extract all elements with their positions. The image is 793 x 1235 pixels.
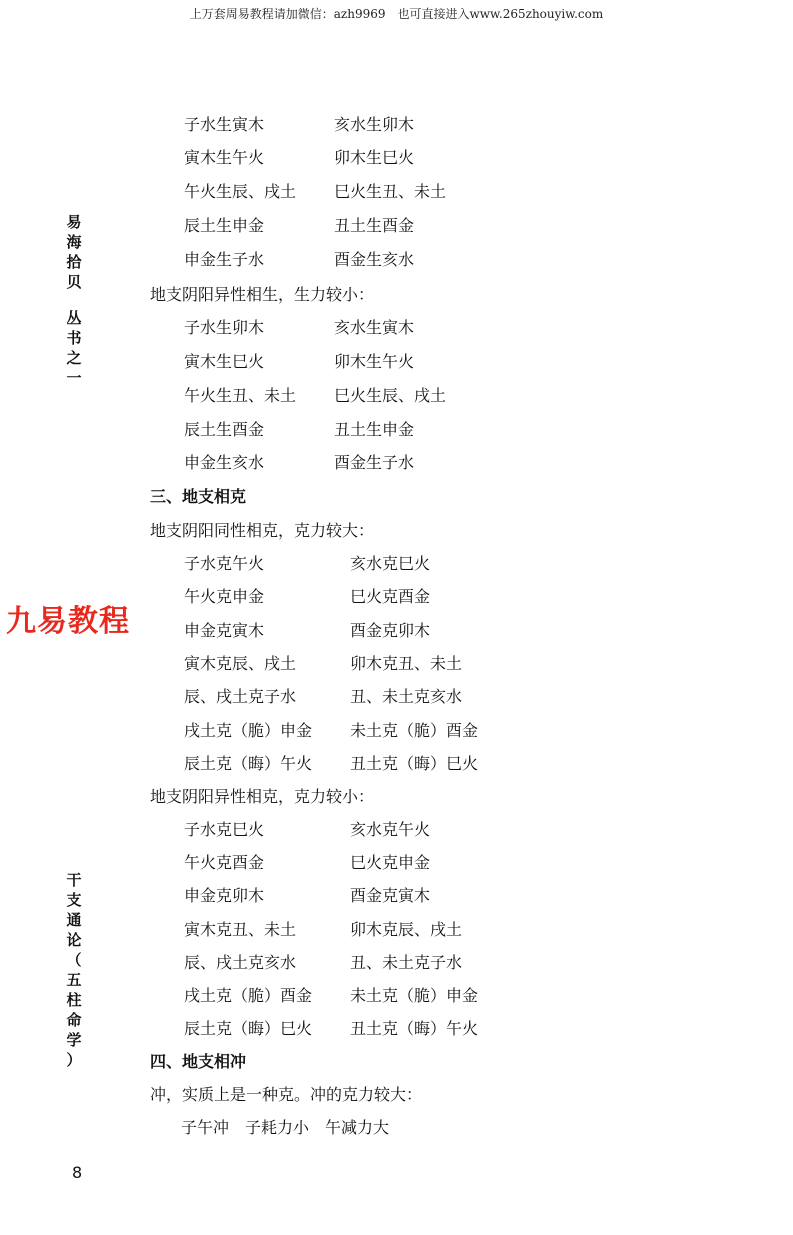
pair-right: 丑土克（晦）午火 <box>350 1019 479 1038</box>
pair-right: 丑土生申金 <box>334 420 415 439</box>
page-number: 8 <box>72 1163 83 1182</box>
pair-right: 未土克（脆）酉金 <box>350 721 479 740</box>
pair-right: 卯木克丑、未土 <box>350 654 463 673</box>
book-title-char: ） <box>66 1051 82 1069</box>
pair-left: 子水克巳火 <box>184 820 265 839</box>
paragraph-heading: 地支阴阳异性相克，克力较小： <box>150 787 375 806</box>
pair-right: 丑土生酉金 <box>334 216 415 235</box>
pair-right: 亥水克午火 <box>350 820 431 839</box>
pair-right: 亥水生卯木 <box>334 115 415 134</box>
paragraph-heading: 地支阴阳同性相克，克力较大： <box>150 521 375 540</box>
pair-left: 寅木克辰、戌土 <box>184 654 297 673</box>
pair-left: 戌土克（脆）申金 <box>184 721 313 740</box>
series-title-char: 易 <box>66 213 82 231</box>
section-title: 四、地支相冲 <box>150 1052 247 1071</box>
series-title-char: 书 <box>66 329 82 347</box>
pair-right: 酉金生亥水 <box>334 250 415 269</box>
pair-left: 寅木生午火 <box>184 148 265 167</box>
book-title-char: 五 <box>66 971 82 989</box>
pair-right: 巳火克酉金 <box>350 587 431 606</box>
book-title-char: 通 <box>66 911 82 929</box>
pair-left: 午火生丑、未土 <box>184 386 297 405</box>
pair-left: 寅木克丑、未土 <box>184 920 297 939</box>
pair-left: 子水克午火 <box>184 554 265 573</box>
pair-right: 酉金克寅木 <box>350 886 431 905</box>
pair-left: 辰土克（晦）巳火 <box>184 1019 313 1038</box>
pair-left: 申金生子水 <box>184 250 265 269</box>
series-title-char: 拾 <box>66 253 82 271</box>
series-title-vertical <box>64 212 84 388</box>
series-title-char: 贝 <box>66 273 82 291</box>
book-title-char: 干 <box>66 871 82 889</box>
pair-right: 巳火克申金 <box>350 853 431 872</box>
pair-left: 子水生卯木 <box>184 318 265 337</box>
pair-left: 午火克酉金 <box>184 853 265 872</box>
series-title-gap <box>64 292 84 308</box>
pair-left: 午火克申金 <box>184 587 265 606</box>
pair-left: 辰、戌土克亥水 <box>184 953 297 972</box>
series-title-char: 海 <box>66 233 82 251</box>
pair-right: 丑、未土克子水 <box>350 953 463 972</box>
book-title-vertical <box>64 870 84 1070</box>
book-title-char: 论 <box>66 931 82 949</box>
section-title: 三、地支相克 <box>150 487 247 506</box>
pair-right: 亥水生寅木 <box>334 318 415 337</box>
paragraph-heading: 地支阴阳异性相生，生力较小： <box>150 285 375 304</box>
series-title-char: 之 <box>66 349 82 367</box>
paragraph-text: 冲，实质上是一种克。冲的克力较大： <box>150 1085 423 1104</box>
watermark-text: 九易教程 <box>6 604 130 639</box>
pair-left: 戌土克（脆）酉金 <box>184 986 313 1005</box>
pair-left: 申金生亥水 <box>184 453 265 472</box>
pair-right: 巳火生丑、未土 <box>334 182 447 201</box>
pair-right: 卯木生午火 <box>334 352 415 371</box>
example-line: 子午冲 子耗力小 午减力大 <box>181 1118 390 1137</box>
pair-right: 卯木生巳火 <box>334 148 415 167</box>
page-header: 上万套周易教程请加微信：azh9969 也可直接进入www.265zhouyiw.com <box>189 7 604 21</box>
book-title-char: 命 <box>66 1011 82 1029</box>
pair-left: 辰、戌土克子水 <box>184 687 297 706</box>
book-title-char: （ <box>66 951 82 969</box>
pair-left: 午火生辰、戌土 <box>184 182 297 201</box>
pair-right: 巳火生辰、戌土 <box>334 386 447 405</box>
pair-right: 亥水克巳火 <box>350 554 431 573</box>
pair-left: 辰土生申金 <box>184 216 265 235</box>
pair-left: 申金克寅木 <box>184 621 265 640</box>
pair-left: 辰土克（晦）午火 <box>184 754 313 773</box>
book-title-char: 支 <box>66 891 82 909</box>
pair-left: 寅木生巳火 <box>184 352 265 371</box>
pair-right: 酉金克卯木 <box>350 621 431 640</box>
pair-right: 丑土克（晦）巳火 <box>350 754 479 773</box>
pair-right: 丑、未土克亥水 <box>350 687 463 706</box>
book-title-char: 柱 <box>66 991 82 1009</box>
series-title-char: 丛 <box>66 309 82 327</box>
pair-left: 子水生寅木 <box>184 115 265 134</box>
book-title-char: 学 <box>66 1031 82 1049</box>
series-title-char: 一 <box>66 369 82 387</box>
pair-left: 辰土生酉金 <box>184 420 265 439</box>
pair-right: 酉金生子水 <box>334 453 415 472</box>
pair-right: 卯木克辰、戌土 <box>350 920 463 939</box>
pair-left: 申金克卯木 <box>184 886 265 905</box>
pair-right: 未土克（脆）申金 <box>350 986 479 1005</box>
